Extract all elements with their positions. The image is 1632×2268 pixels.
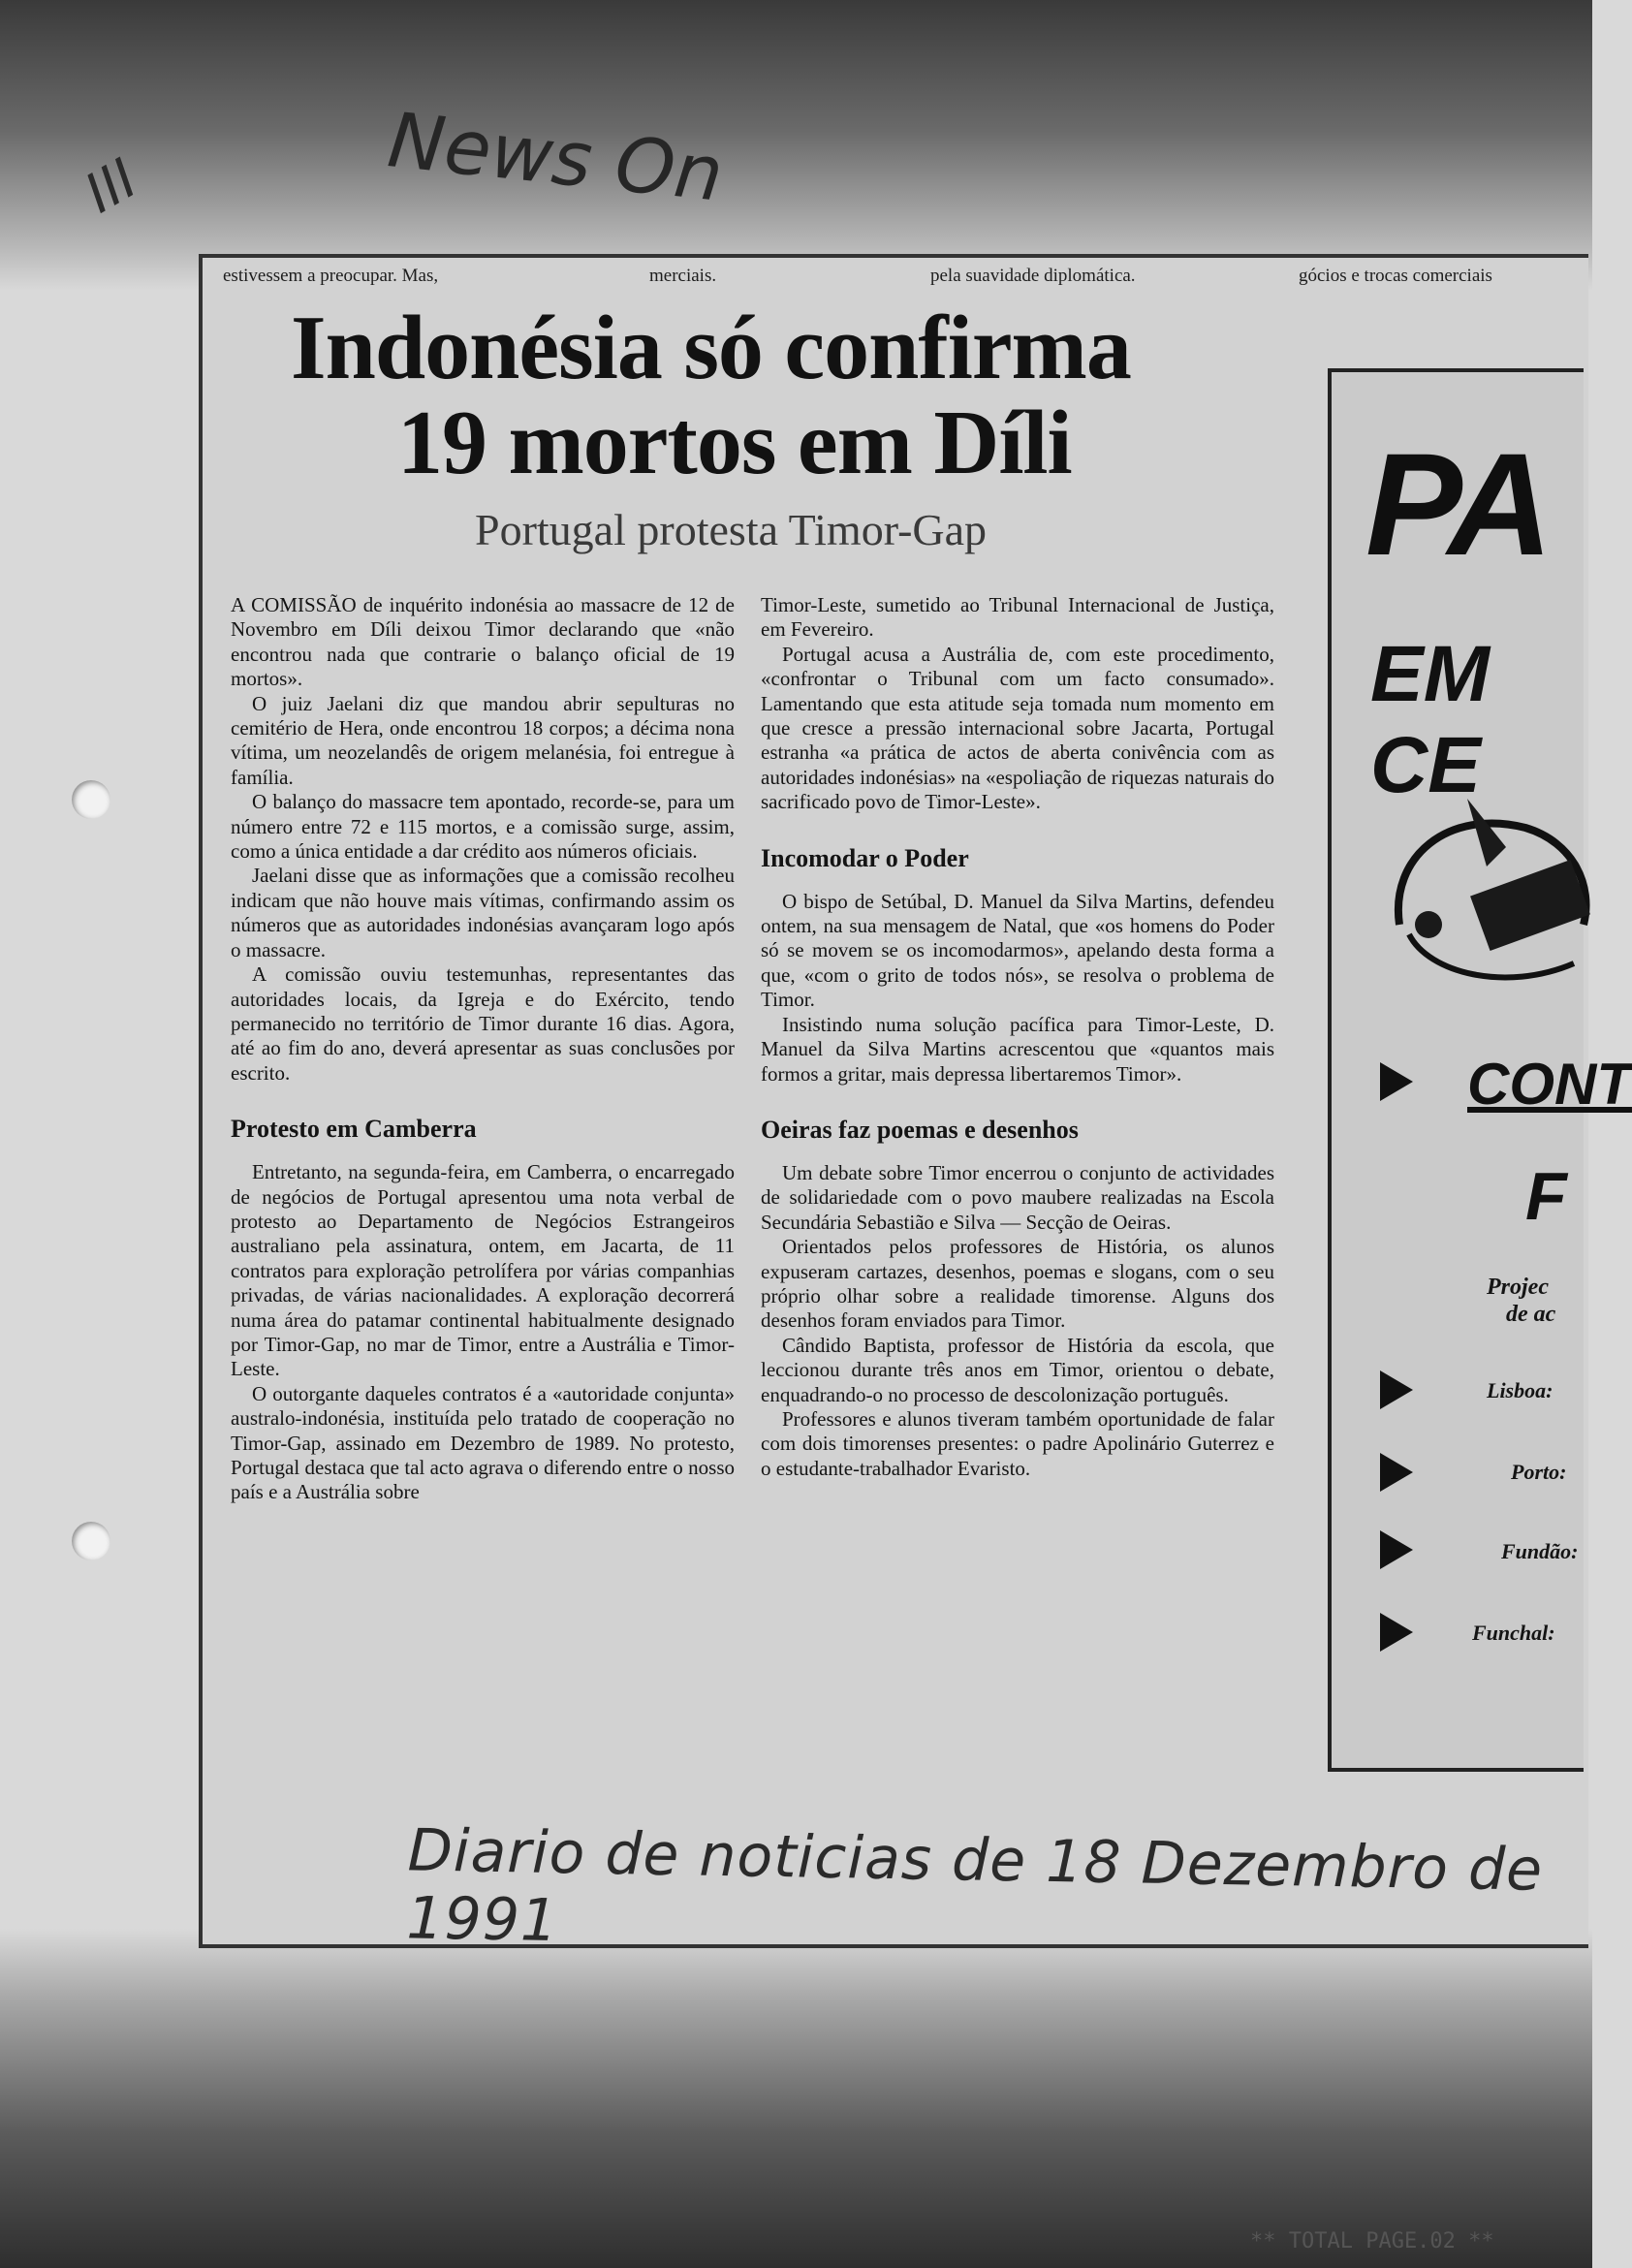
ad-projec-line: Projec [1487,1275,1549,1300]
ad-city-lisboa: Lisboa: [1487,1378,1554,1402]
ad-city-funchal: Funchal: [1472,1621,1555,1645]
article-subhead: Portugal protesta Timor-Gap [475,505,988,554]
paragraph: Orientados pelos professores de História, os alunos expuseram cartazes, desenhos, poemas e slogans, com o seu próprio olhar sobre a realidade timorense. Alguns dos desenhos foram enviados para Timor. [761,1235,1274,1333]
headline-line-2: 19 mortos em Díli [397,393,1072,493]
handwritten-top-note: News On [384,97,728,219]
header-strip-middle: merciais. [649,266,717,286]
ad-subheadline: EM CE [1370,630,1490,809]
ad-headline: PA [1365,423,1550,585]
ad-arrow-icon [1380,1613,1413,1652]
ad-arrow-icon [1380,1062,1413,1101]
paragraph: Jaelani disse que as informações que a comissão recolheu indicam que não houve mais vítimas, confirmando assim os números que as autoridades indonésias avançaram logo após o massacre. [231,864,735,961]
paragraph: Professores e alunos tiveram também oportunidade de falar com dois timorenses presentes: o padre Apolinário Guterrez e o estudante-trabalhador Evaristo. [761,1406,1274,1480]
ad-city-fundao: Fundão: [1501,1539,1579,1563]
paragraph: O bispo de Setúbal, D. Manuel da Silva Martins, defendeu ontem, na sua mensagem de Natal, que «os homens do Poder só se movem se os incomodarmos», apelando desta forma a que, «com o grito de todos nós», se resolva o problema de Timor. [761,889,1274,1012]
photocopy-shadow-bottom [0,1929,1592,2268]
ad-projec-text [1487,1274,1555,1328]
article-column-1 [231,593,735,1505]
punch-hole [72,1522,110,1560]
paragraph: O outorgante daqueles contratos é a «autoridade conjunta» australo-indonésia, instituída pelo tratado de cooperação no Timor-Gap, assinado em Dezembro de 1989. No protesto, Portugal destaca que tal acto agrava o diferendo entre o nosso país e a Austrália sobre [231,1381,735,1504]
header-text-strip [223,264,1580,295]
ad-arrow-icon [1380,1453,1413,1492]
header-strip-right2: gócios e trocas comerciais [1299,266,1492,286]
handwritten-source-note: Diario de noticias de 18 Dezembro de 1991 [405,1816,1544,1956]
paragraph: Cândido Baptista, professor de História da escola, que leccionou durante três anos em Timor, orientou o debate, enquadrando-o no processo de descolonização português. [761,1333,1274,1406]
section-heading-poder: Incomodar o Poder [761,843,969,872]
header-strip-right1: pela suavidade diplomática. [930,266,1136,286]
paragraph: O balanço do massacre tem apontado, recorde-se, para um número entre 72 e 115 mortos, e a comissão surge, assim, como a única entidade a dar crédito aos números oficiais. [231,790,735,864]
paragraph: Insistindo numa solução pacífica para Timor-Leste, D. Manuel da Silva Martins acrescentou que «quantos mais formos a gritar, mais depressa libertaremos Timor». [761,1012,1274,1086]
ad-de-ac-line: de ac [1506,1302,1556,1327]
section-heading-oeiras: Oeiras faz poemas e desenhos [761,1115,1079,1144]
article-headline [291,298,1260,493]
paragraph: Um debate sobre Timor encerrou o conjunto de actividades de solidariedade com o povo maubere realizadas na Escola Secundária Sebastião e Silva — Secção de Oeiras. [761,1160,1274,1234]
ad-city-porto: Porto: [1511,1460,1567,1484]
section-heading-camberra: Protesto em Camberra [231,1115,477,1144]
ad-f-text: F [1525,1158,1567,1234]
paragraph: A comissão ouviu testemunhas, representantes das autoridades locais, da Igreja e do Exército, tendo permanecido no território de Timor durante 16 dias. Agora, até ao fim do ano, deverá apresentar as suas conclusões por escrito. [231,962,735,1085]
handwritten-roman-numeral: III [75,146,148,227]
paragraph: O juiz Jaelani diz que mandou abrir sepulturas no cemitério de Hera, onde encontrou 18 corpos; a décima nona vítima, um neozelandês de origem melanésia, foi entregue à família. [231,691,735,789]
header-strip-left: estivessem a preocupar. Mas, [223,266,439,286]
fax-footer-mark: ** TOTAL PAGE.02 ** [1250,2229,1494,2253]
punch-hole [72,780,110,819]
photocopy-shadow-top [0,0,1592,291]
paragraph: A COMISSÃO de inquérito indonésia ao massacre de 12 de Novembro em Díli deixou Timor declarando que «não encontrou nada que contrarie o balanço oficial de 19 mortos». [231,593,735,691]
paragraph: Entretanto, na segunda-feira, em Camberra, o encarregado de negócios de Portugal apresentou uma nota verbal de protesto ao Departamento de Negócios Estrangeiros australiano pela assinatura, ontem, em Jacarta, de 11 contratos para exploração petrolífera por várias companhias privadas, de várias nacionalidades. A exploração decorrerá numa área do patamar continental habitualmente designado por Timor-Gap, no mar de Timor, entre a Austrália e Timor-Leste. [231,1160,735,1381]
article-column-2 [761,593,1274,1481]
ad-cont-text: CONT [1467,1052,1632,1117]
advertisement-box [1328,368,1632,1772]
headline-line-1: Indonésia só confirma [291,298,1131,398]
ad-arrow-icon [1380,1530,1413,1569]
ad-illustration [1370,770,1593,1022]
paragraph: Portugal acusa a Austrália de, com este procedimento, «confrontar o Tribunal com um facto consumado». Lamentando que esta atitude seja tomada num momento em que cresce a pressão internacional sobre Jacarta, Portugal estranha «a prática de actos de aberta conivência com as autoridades indonésias» na «espoliação de riquezas naturais do sacrificado povo de Timor-Leste». [761,642,1274,814]
paragraph: Timor-Leste, sumetido ao Tribunal Internacional de Justiça, em Fevereiro. [761,593,1274,642]
ad-arrow-icon [1380,1370,1413,1409]
